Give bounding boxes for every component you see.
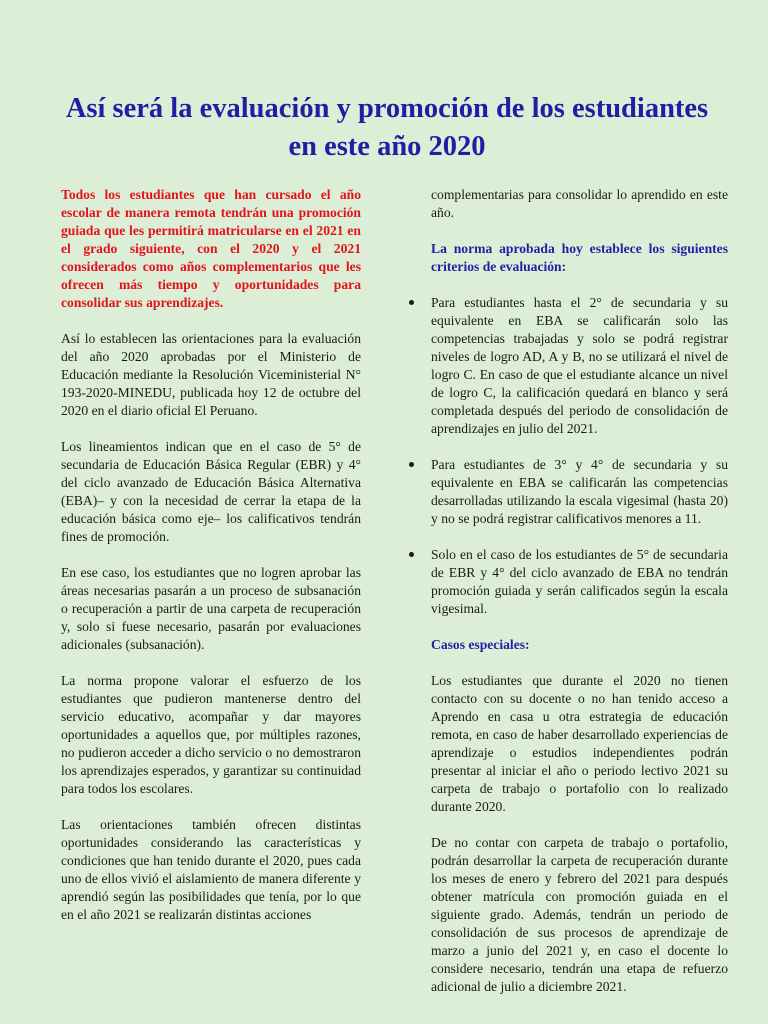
special-cases-heading: Casos especiales: <box>431 637 530 652</box>
bullet-icon <box>409 462 414 467</box>
criteria-item <box>431 456 728 528</box>
criteria-item <box>431 546 728 618</box>
criteria-item <box>431 294 728 438</box>
left-column <box>61 186 361 942</box>
right-column <box>431 186 728 1014</box>
continuation-paragraph: complementarias para consolidar lo aprendido en este año. <box>431 187 728 220</box>
body-paragraph: Los lineamientos indican que en el caso de 5° de secundaria de Educación Básica Regular (EBR) y 4° del ciclo avanzado de Educación Básica Alternativa (EBA)– y con la necesidad de cerrar la etapa de la educación básica como eje– los calificativos tendrán fines de promoción. <box>61 439 361 544</box>
body-paragraph: En ese caso, los estudiantes que no logren aprobar las áreas necesarias pasarán a un proceso de subsanación o recuperación a partir de una carpeta de recuperación y, solo si fuese necesario, pasarán por evaluaciones adicionales (subsanación). <box>61 565 361 652</box>
bullet-icon <box>409 552 414 557</box>
body-paragraph: Las orientaciones también ofrecen distintas oportunidades considerando las características y condiciones que han tenido durante el 2020, pues cada uno de ellos vivió el aislamiento de manera diferente y aprendió según las posibilidades que tenía, por lo que en el año 2021 se realizarán distintas acciones <box>61 817 361 922</box>
criteria-list <box>431 294 728 618</box>
criteria-text: Para estudiantes hasta el 2° de secundaria y su equivalente en EBA se calificarán solo las competencias trabajadas y solo se podrá registrar niveles de logro AD, A y B, no se utilizará el nivel de logro C. En caso de que el estudiante alcance un nivel de logro C, la calificación quedará en blanco y será completada después del periodo de consolidación de aprendizajes en julio del 2021. <box>431 295 728 436</box>
special-cases-paragraph: De no contar con carpeta de trabajo o portafolio, podrán desarrollar la carpeta de recuperación durante los meses de enero y febrero del 2021 para después obtener matrícula con promoción guiada en el siguiente grado. Además, tendrán un periodo de consolidación de sus procesos de aprendizaje de marzo a junio del 2021 y, en caso el docente lo considere necesario, tendrán una etapa de refuerzo adicional de julio a diciembre 2021. <box>431 835 728 994</box>
special-cases-paragraph: Los estudiantes que durante el 2020 no tienen contacto con su docente o no han tenido acceso a Aprendo en casa u otra estrategia de educación remota, en caso de haber desarrollado experiencias de aprendizaje o estudios independientes podrán presentar al iniciar el año o periodo lectivo 2021 su carpeta de trabajo o portafolio con lo realizado durante 2020. <box>431 673 728 814</box>
criteria-text: Para estudiantes de 3° y 4° de secundaria y su equivalente en EBA se calificarán las competencias desarrolladas utilizando la escala vigesimal (hasta 20) y no se podrá registrar calificativos menores a 11. <box>431 457 728 526</box>
body-paragraph: La norma propone valorar el esfuerzo de los estudiantes que pudieron mantenerse dentro del servicio educativo, acompañar y dar mayores oportunidades a aquellos que, por múltiples razones, no pudieron acceder a dicho servicio o no demostraron los aprendizajes esperados, y garantizar su continuidad para todos los escolares. <box>61 673 361 796</box>
lead-paragraph: Todos los estudiantes que han cursado el año escolar de manera remota tendrán una promoción guiada que les permitirá matricularse en el 2021 en el grado siguiente, con el 2020 y el 2021 considerados como años complementarios que les ofrecen más tiempo y oportunidades para consolidar sus aprendizajes. <box>61 187 361 310</box>
bullet-icon <box>409 300 414 305</box>
page-title: Así será la evaluación y promoción de los estudiantes en este año 2020 <box>65 93 709 162</box>
criteria-heading: La norma aprobada hoy establece los siguientes criterios de evaluación: <box>431 241 728 274</box>
criteria-text: Solo en el caso de los estudiantes de 5° de secundaria de EBR y 4° del ciclo avanzado de EBA no tendrán promoción guiada y serán calificados según la escala vigesimal. <box>431 547 728 616</box>
body-paragraph: Así lo establecen las orientaciones para la evaluación del año 2020 aprobadas por el Ministerio de Educación mediante la Resolución Viceministerial N° 193-2020-MINEDU, publicada hoy 12 de octubre del 2020 en el diario oficial El Peruano. <box>61 331 361 418</box>
